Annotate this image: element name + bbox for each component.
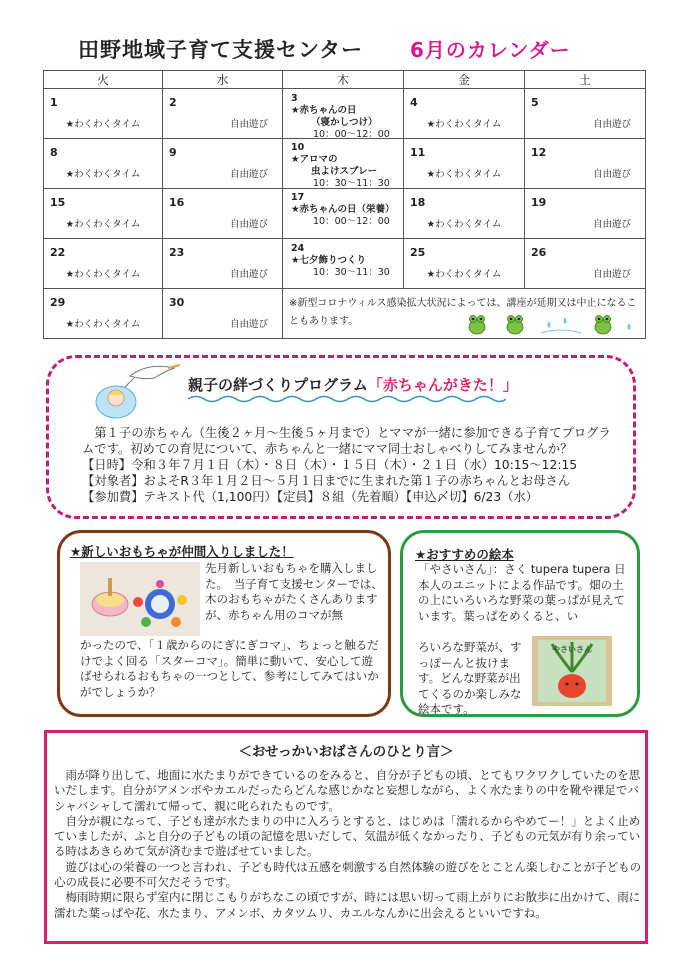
event-label: 自由遊び bbox=[592, 269, 631, 280]
event-label: ★わくわくタイム bbox=[426, 269, 502, 280]
book-text-bottom: ろいろな野菜が、すっぽーんと抜けます。どんな野菜が出てくるのか楽しみな絵本です。 bbox=[418, 640, 522, 716]
event-label: ★わくわくタイム bbox=[426, 119, 502, 130]
event-label: 自由遊び bbox=[229, 219, 268, 230]
frog-illustration bbox=[465, 311, 643, 337]
event-label: ★わくわくタイム bbox=[65, 319, 141, 330]
event-label: 自由遊び bbox=[229, 319, 268, 330]
event-label: 自由遊び bbox=[229, 169, 268, 180]
column-body bbox=[54, 768, 642, 921]
calendar-cell bbox=[163, 289, 283, 339]
book-cover bbox=[532, 636, 612, 706]
date-number: 16 bbox=[169, 196, 185, 209]
event-label: 自由遊び bbox=[229, 269, 268, 280]
calendar-cell bbox=[44, 239, 163, 289]
date-number: 15 bbox=[50, 196, 66, 209]
calendar-cell bbox=[44, 139, 163, 189]
date-number: 8 bbox=[50, 146, 58, 159]
date-number: 17 bbox=[291, 192, 305, 203]
book-cover-text: やさいさん bbox=[552, 645, 592, 654]
event-label: ★わくわくタイム bbox=[65, 169, 141, 180]
toy-photo bbox=[80, 562, 200, 636]
event-subtitle: （寝かしつけ） bbox=[311, 117, 378, 128]
event-title: ★赤ちゃんの日（栄養） bbox=[291, 204, 395, 215]
event-subtitle: 虫よけスプレー bbox=[311, 166, 378, 177]
calendar-cell bbox=[283, 89, 404, 139]
calendar-cell bbox=[163, 139, 283, 189]
date-number: 2 bbox=[169, 96, 177, 109]
event-time: 10：30～11：30 bbox=[313, 267, 390, 278]
month-title: 6月のカレンダー bbox=[410, 38, 571, 62]
calendar-cell bbox=[44, 289, 163, 339]
event-title: ★七夕飾りつくり bbox=[291, 255, 367, 266]
event-label: 自由遊び bbox=[592, 119, 631, 130]
toy-text-top: 先月新しいおもちゃを購入しました。 当子育て支援センターでは、木のおもちゃがたくさんありますが、赤ちゃん用のコマが無 bbox=[205, 561, 383, 622]
date-number: 9 bbox=[169, 146, 177, 159]
program-intro: 第１子の赤ちゃん（生後２ヶ月～生後５ヶ月まで）とママが一緒に参加できる子育てプログラムです。初めての育児について、赤ちゃんと一緒にママ同士おしゃべりしてみませんか？ bbox=[82, 426, 611, 456]
calendar-cell bbox=[283, 139, 404, 189]
day-header-wed: 水 bbox=[163, 71, 283, 89]
program-target: 【対象者】およそR３年１月２日～５月１日までに生まれた第１子の赤ちゃんとお母さん bbox=[82, 474, 571, 488]
date-number: 19 bbox=[531, 196, 547, 209]
date-number: 10 bbox=[291, 142, 305, 153]
date-number: 29 bbox=[50, 296, 66, 309]
calendar-cell bbox=[525, 239, 646, 289]
event-time: 10：00～12：00 bbox=[313, 129, 390, 140]
column-paragraph: 雨が降り出して、地面に水たまりができているのをみると、自分が子どもの頃、とてもワクワクしていたのを思いだします。自分がアメンボやカエルだったらどんな感じかなと妄想しながら、よく水たまりの中を靴や裸足でバシャバシャして濡れて帰って、親に叱られたものです。 bbox=[54, 768, 641, 813]
stork-baby-illustration bbox=[90, 362, 182, 422]
column-paragraph: 梅雨時期に限らず室内に閉じこもりがちなこの頃ですが、時には思い切って雨上がりにお散歩に出かけて、雨に濡れた葉っぱや花、水たまり、アメンボ、カタツムリ、カエルなんかに出会えるといいですね。 bbox=[54, 890, 641, 920]
calendar-cell bbox=[283, 239, 404, 289]
calendar-table bbox=[43, 70, 646, 339]
program-date: 【日時】令和３年７月１日（木）・８日（木）・１５日（木）・２１日（水）10:15～12:15 bbox=[82, 458, 578, 472]
calendar-note: ※新型コロナウィルス感染拡大状況によっては、講座が延期又は中止になることもあります。 bbox=[289, 298, 637, 327]
date-number: 5 bbox=[531, 96, 539, 109]
date-number: 18 bbox=[410, 196, 426, 209]
date-number: 11 bbox=[410, 146, 426, 159]
day-header-tue: 火 bbox=[44, 71, 163, 89]
event-label: ★わくわくタイム bbox=[65, 219, 141, 230]
program-title bbox=[188, 374, 518, 395]
program-title-highlight: 「赤ちゃんがきた！」 bbox=[367, 376, 518, 394]
day-header-fri: 金 bbox=[404, 71, 525, 89]
calendar-cell bbox=[283, 189, 404, 239]
calendar-cell bbox=[404, 189, 525, 239]
column-paragraph: 自分が親になって、子ども達が水たまりの中に入ろうとすると、はじめは「濡れるからやめてー！」とよく止めていましたが、ふと自分の子どもの頃の記憶を思いだして、気温が低くなかったり、子どもの元気が有り余っている時はあきらめて気が済むまで遊ばせていました。 bbox=[54, 813, 641, 859]
date-number: 22 bbox=[50, 246, 66, 259]
calendar-cell bbox=[525, 139, 646, 189]
calendar-cell bbox=[404, 139, 525, 189]
date-number: 3 bbox=[291, 93, 298, 104]
event-time: 10：00～12：00 bbox=[313, 216, 390, 227]
column-paragraph: 遊びは心の栄養の一つと言われ、子ども時代は五感を刺激する自然体験の遊びをとことん楽しむことが子どもの心の成長に必要不可欠だそうです。 bbox=[54, 859, 642, 890]
event-label: ★わくわくタイム bbox=[426, 219, 502, 230]
column-title: ＜おせっかいおばさんのひとり言＞ bbox=[238, 744, 454, 760]
calendar-cell bbox=[163, 239, 283, 289]
event-label: 自由遊び bbox=[592, 169, 631, 180]
date-number: 30 bbox=[169, 296, 185, 309]
calendar-cell bbox=[404, 89, 525, 139]
event-label: ★わくわくタイム bbox=[65, 269, 141, 280]
program-body bbox=[82, 425, 622, 505]
calendar-note-cell bbox=[283, 289, 646, 339]
date-number: 24 bbox=[291, 243, 305, 254]
calendar-cell bbox=[525, 189, 646, 239]
calendar-cell bbox=[44, 89, 163, 139]
calendar-cell bbox=[525, 89, 646, 139]
calendar-cell bbox=[404, 239, 525, 289]
toy-title: ★新しいおもちゃが仲間入りしました！ bbox=[70, 544, 294, 559]
calendar-cell bbox=[163, 189, 283, 239]
day-header-sat: 土 bbox=[525, 71, 646, 89]
toy-text-bottom: かったので、「１歳からのにぎにぎコマ」、ちょっと触るだけでよく回る「スターコマ」。簡単に動いて、安心して遊ばせられるおもちゃの一つとして、参考にしてみてはいかがでしょうか？ bbox=[80, 638, 379, 699]
day-header-thu: 木 bbox=[283, 71, 404, 89]
page-title: 田野地域子育て支援センター bbox=[78, 38, 364, 62]
book-text-top: 「やさいさん」：さく tupera tupera 日本人のユニットによる作品です。畑の土の上にいろいろな野菜の葉っぱが見えています。葉っぱをめくると、い bbox=[418, 562, 626, 623]
calendar-cell bbox=[44, 189, 163, 239]
program-title-prefix: 親子の絆づくりプログラム bbox=[188, 376, 368, 394]
date-number: 4 bbox=[410, 96, 418, 109]
book-title: ★おすすめの絵本 bbox=[415, 547, 514, 562]
wave-underline bbox=[188, 394, 506, 404]
event-title: ★赤ちゃんの日 bbox=[291, 105, 357, 116]
event-time: 10：30～11：30 bbox=[313, 178, 390, 189]
date-number: 12 bbox=[531, 146, 547, 159]
date-number: 26 bbox=[531, 246, 547, 259]
event-label: 自由遊び bbox=[592, 219, 631, 230]
event-label: ★わくわくタイム bbox=[65, 119, 141, 130]
date-number: 25 bbox=[410, 246, 426, 259]
event-label: 自由遊び bbox=[229, 119, 268, 130]
calendar-cell bbox=[163, 89, 283, 139]
program-fee: 【参加費】テキスト代（1,100円）【定員】８組（先着順）【申込〆切】6/23（水） bbox=[82, 490, 539, 504]
date-number: 1 bbox=[50, 96, 58, 109]
date-number: 23 bbox=[169, 246, 185, 259]
event-title: ★アロマの bbox=[291, 154, 338, 165]
event-label: ★わくわくタイム bbox=[426, 169, 502, 180]
